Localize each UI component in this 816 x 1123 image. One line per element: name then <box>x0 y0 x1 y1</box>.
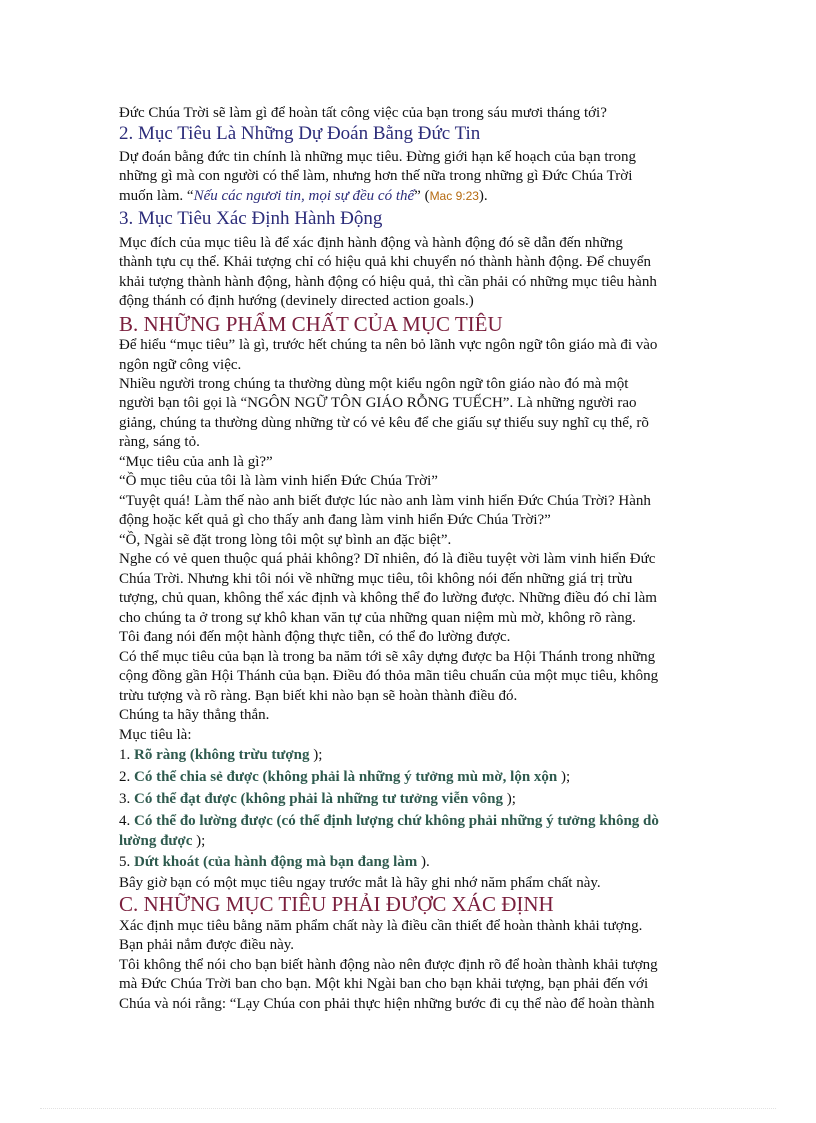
paragraph-line: khải tượng thành hành động, hành động có hiệu quả, thì cần phải có những mục tiêu hành <box>119 274 657 290</box>
paragraph-line: trừu tượng và rõ ràng. Bạn biết khi nào bạn sẽ hoàn thành điều đó. <box>119 688 518 704</box>
paragraph-line: Bạn phải nắm được điều này. <box>119 937 295 953</box>
list-item-continuation <box>119 832 205 851</box>
text: ); <box>502 791 516 807</box>
text: muốn làm. “ <box>119 188 194 204</box>
text: ); <box>309 747 323 763</box>
dialogue-line: động hoặc kết quả gì cho thấy anh đang làm vinh hiển Đức Chúa Trời?” <box>119 512 551 528</box>
list-number: 4. <box>119 813 134 829</box>
paragraph-line: Để hiểu “mục tiêu” là gì, trước hết chúng ta nên bỏ lãnh vực ngôn ngữ tôn giáo mà đi vào <box>119 337 658 353</box>
text: ” ( <box>414 188 430 204</box>
paragraph-line: những gì mà con người có thể làm, nhưng hơn thế nữa trong những gì Đức Chúa Trời <box>119 168 633 184</box>
list-number: 1. <box>119 747 134 763</box>
paragraph-line: Chúa Trời. Nhưng khi tôi nói về những mục tiêu, tôi không nói đến những giá trị trừu <box>119 571 633 587</box>
paragraph-line: cộng đồng gần Hội Thánh của bạn. Điều đó thỏa mãn tiêu chuẩn của một mục tiêu, không <box>119 668 659 684</box>
paragraph-line: ngôn ngữ công việc. <box>119 357 242 373</box>
paragraph-line: Xác định mục tiêu bằng năm phẩm chất này là điều cần thiết để hoàn thành khải tượng. <box>119 918 643 934</box>
list-number: 2. <box>119 769 134 785</box>
list-item-text: Rõ ràng (không trừu tượng <box>134 747 310 763</box>
list-item-text: Có thể đo lường được (có thể định lượng chứ không phải những ý tưởng không dò <box>134 813 659 829</box>
paragraph-line: động thánh có định hướng (devinely directed action goals.) <box>119 293 474 309</box>
list-item <box>119 746 322 765</box>
heading-section-B: B. NHỮNG PHẨM CHẤT CỦA MỤC TIÊU <box>119 312 503 336</box>
list-item-text: Có thể đạt được (không phải là những tư tưởng viễn vông <box>134 791 503 807</box>
list-number: 3. <box>119 791 134 807</box>
paragraph-line: thành tựu cụ thể. Khải tượng chỉ có hiệu quả khi chuyển nó thành hành động. Để chuyển <box>119 254 651 270</box>
paragraph-line: tượng, chủ quan, không thể xác định và không thể đo lường được. Những điều đó chỉ làm <box>119 590 657 606</box>
list-item-text: Dứt khoát (của hành động mà bạn đang làm <box>134 854 418 870</box>
dialogue-line: “Ồ mục tiêu của tôi là làm vinh hiển Đức Chúa Trời” <box>119 473 438 489</box>
paragraph-line: Nghe có vẻ quen thuộc quá phải không? Dĩ nhiên, đó là điều tuyệt vời làm vinh hiển Đức <box>119 551 656 567</box>
list-item <box>119 853 430 872</box>
heading-section-C: C. NHỮNG MỤC TIÊU PHẢI ĐƯỢC XÁC ĐỊNH <box>119 892 554 916</box>
paragraph-line: Bây giờ bạn có một mục tiêu ngay trước mắt là hãy ghi nhớ năm phẩm chất này. <box>119 875 601 891</box>
paragraph-line: giảng, chúng ta thường dùng những từ có vẻ kêu để che giấu sự thiếu suy nghĩ cụ thể, rõ <box>119 415 649 431</box>
paragraph-line-quote <box>119 187 488 206</box>
text: ); <box>557 769 571 785</box>
paragraph-line: Tôi không thể nói cho bạn biết hành động nào nên được định rõ để hoàn thành khải tượng <box>119 957 658 973</box>
list-item-text: lường được <box>119 833 193 849</box>
paragraph-line: Đức Chúa Trời sẽ làm gì để hoàn tất công việc của bạn trong sáu mươi tháng tới? <box>119 105 607 121</box>
paragraph-line: người bạn tôi gọi là “NGÔN NGỮ TÔN GIÁO RỖNG TUẾCH”. Là những người rao <box>119 395 637 411</box>
paragraph-line: Mục đích của mục tiêu là để xác định hành động và hành động đó sẽ dẫn đến những <box>119 235 623 251</box>
page-bottom-border <box>40 1108 776 1109</box>
paragraph-line: Chúng ta hãy thẳng thắn. <box>119 707 270 723</box>
list-item <box>119 768 570 787</box>
text: ); <box>192 833 206 849</box>
paragraph-line: ràng, sáng tỏ. <box>119 434 200 450</box>
scripture-reference: Mac 9:23 <box>429 189 479 203</box>
text: ). <box>417 854 430 870</box>
list-item-text: Có thể chia sẻ được (không phải là những ý tưởng mù mờ, lộn xộn <box>134 769 558 785</box>
paragraph-line: Dự đoán bằng đức tin chính là những mục tiêu. Đừng giới hạn kế hoạch của bạn trong <box>119 149 636 165</box>
paragraph-line: cho chúng ta ở trong sự khô khan văn tự của những quan niệm mù mờ, không rõ ràng. <box>119 610 636 626</box>
paragraph-line: Có thể mục tiêu của bạn là trong ba năm tới sẽ xây dựng được ba Hội Thánh trong những <box>119 649 656 665</box>
paragraph-line: mà Đức Chúa Trời ban cho bạn. Một khi Ngài ban cho bạn khải tượng, bạn phải đến với <box>119 976 649 992</box>
paragraph-line: Tôi đang nói đến một hành động thực tiễn, có thể đo lường được. <box>119 629 511 645</box>
heading-section-2: 2. Mục Tiêu Là Những Dự Đoán Bằng Đức Tin <box>119 123 481 144</box>
scripture-quote: Nếu các ngươi tin, mọi sự đều có thể <box>193 188 415 204</box>
paragraph-line: Mục tiêu là: <box>119 727 192 743</box>
list-item <box>119 790 516 809</box>
paragraph-line: Chúa và nói rằng: “Lạy Chúa con phải thực hiện những bước đi cụ thể nào để hoàn thành <box>119 996 655 1012</box>
dialogue-line: “Tuyệt quá! Làm thế nào anh biết được lúc nào anh làm vinh hiển Đức Chúa Trời? Hành <box>119 493 651 509</box>
dialogue-line: “Mục tiêu của anh là gì?” <box>119 454 273 470</box>
paragraph-line: Nhiều người trong chúng ta thường dùng một kiểu ngôn ngữ tôn giáo nào đó mà một <box>119 376 629 392</box>
heading-section-3: 3. Mục Tiêu Xác Định Hành Động <box>119 208 383 229</box>
dialogue-line: “Ồ, Ngài sẽ đặt trong lòng tôi một sự bình an đặc biệt”. <box>119 532 452 548</box>
list-number: 5. <box>119 854 134 870</box>
text: ). <box>478 188 488 204</box>
list-item <box>119 812 659 831</box>
